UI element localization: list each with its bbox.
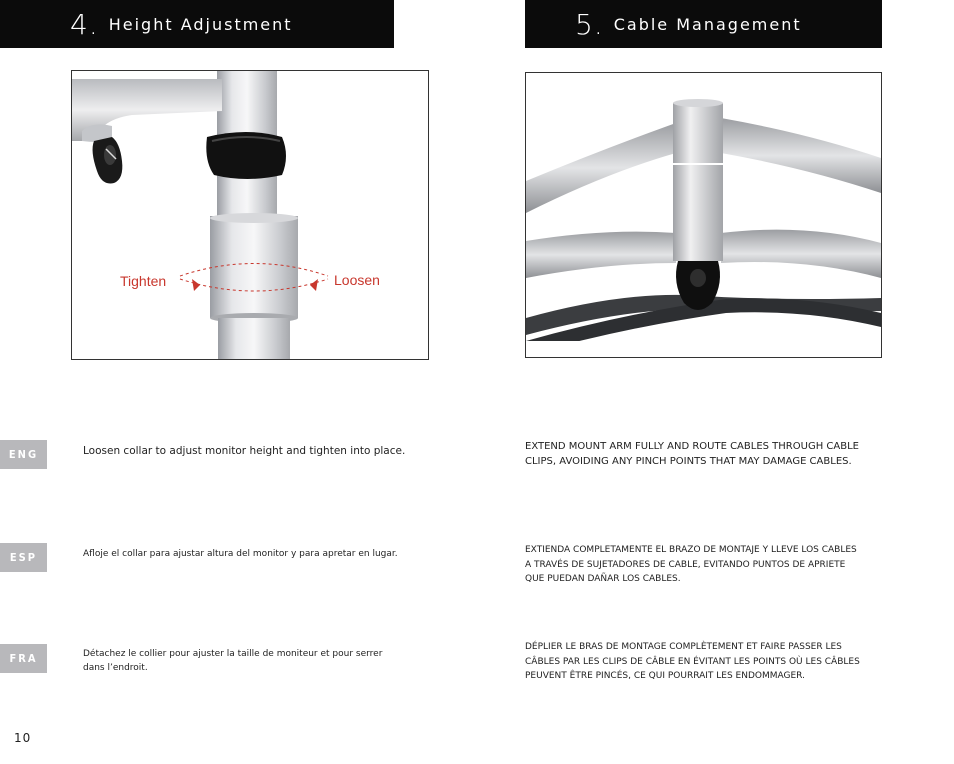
- section-title: Height Adjustment: [108, 14, 293, 34]
- language-tab-eng: ENG: [0, 440, 47, 469]
- section-header-cable-management: [525, 0, 882, 48]
- height-instruction-esp: Afloje el collar para ajustar altura del monitor y para apretar en lugar.: [83, 549, 398, 559]
- page-number: 10: [14, 731, 32, 745]
- loosen-label: Loosen: [334, 272, 380, 288]
- tighten-label: Tighten: [120, 273, 167, 289]
- cable-instruction-esp: [525, 543, 885, 587]
- cable-instruction-eng: [525, 440, 885, 469]
- text-line: CÂBLES PAR LES CLIPS DE CÂBLE EN ÉVITANT LES POINTS OÙ LES CÂBLES: [525, 656, 860, 667]
- text-line: Détachez le collier pour ajuster la taille de moniteur et pour serrer: [83, 649, 383, 659]
- text-line: CLIPS, AVOIDING ANY PINCH POINTS THAT MAY DAMAGE CABLES.: [525, 455, 852, 467]
- text-line: PEUVENT ÊTRE PINCÉS, CE QUI POURRAIT LES ENDOMMAGER.: [525, 671, 805, 681]
- pole-collar-illustration: [72, 71, 428, 359]
- arm-cable-clip-illustration: [526, 73, 881, 357]
- height-adjustment-illustration: [71, 70, 429, 360]
- text-line: dans l’endroit.: [83, 663, 148, 673]
- height-instruction-fra: [83, 647, 382, 675]
- text-line: EXTEND MOUNT ARM FULLY AND ROUTE CABLES THROUGH CABLE: [525, 441, 859, 452]
- language-tab-fra: FRA: [0, 644, 47, 673]
- height-instruction-eng: Loosen collar to adjust monitor height and tighten into place.: [83, 445, 406, 457]
- text-line: DÉPLIER LE BRAS DE MONTAGE COMPLÈTEMENT ET FAIRE PASSER LES: [525, 642, 842, 652]
- text-line: EXTIENDA COMPLETAMENTE EL BRAZO DE MONTAJE Y LLEVE LOS CABLES: [525, 545, 857, 555]
- cable-management-illustration: [525, 72, 882, 358]
- language-tab-esp: ESP: [0, 543, 47, 572]
- cable-instruction-fra: [525, 640, 885, 684]
- text-line: QUE PUEDAN DAÑAR LOS CABLES.: [525, 574, 681, 584]
- text-line: A TRAVÉS DE SUJETADORES DE CABLE, EVITANDO PUNTOS DE APRIETE: [525, 559, 846, 570]
- step-number: 5.: [575, 7, 604, 41]
- section-header-height-adjustment: [0, 0, 394, 48]
- step-number: 4.: [70, 7, 99, 41]
- section-title: Cable Management: [613, 14, 802, 34]
